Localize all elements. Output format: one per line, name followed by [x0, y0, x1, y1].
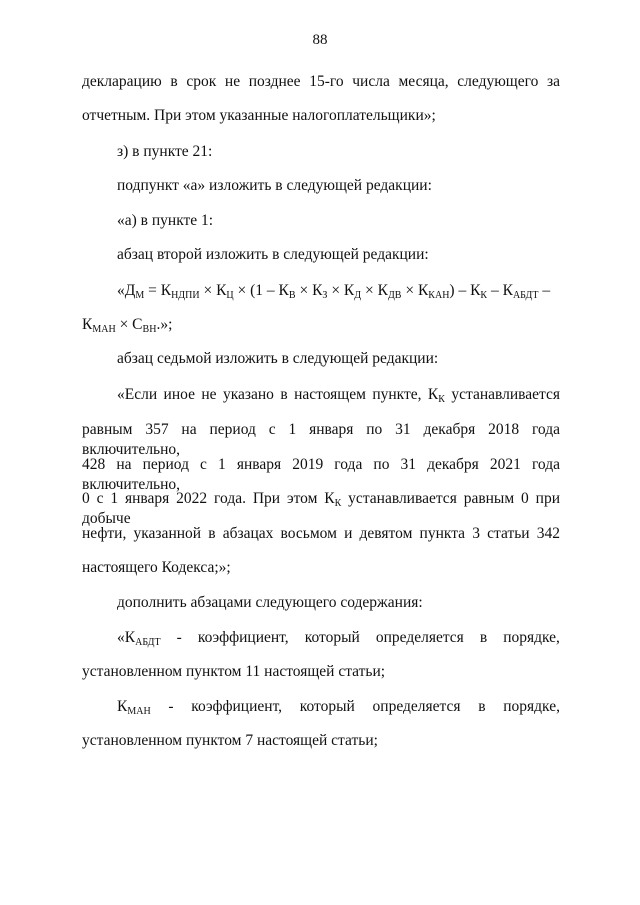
text-line: «Если иное не указано в настоящем пункте, $К_К$ устанавливается: [117, 386, 560, 405]
text-line: нефти, указанной в абзацах восьмом и девятом пункта 3 статьи 342: [82, 525, 560, 542]
formula-line-2: $К_{МАН} \times С_{ВН}$.»;: [82, 316, 173, 335]
definition-kman: $К_{МАН}$ - коэффициент, который определяется в порядке,: [117, 698, 560, 717]
text-line: равным 357 на период с 1 января по 31 декабря 2018 года включительно,: [82, 421, 560, 458]
text-line: абзац седьмой изложить в следующей редакции:: [117, 350, 439, 367]
text-line: отчетным. При этом указанные налогоплательщики»;: [82, 107, 436, 124]
text-line: абзац второй изложить в следующей редакции:: [117, 246, 429, 263]
text-line: настоящего Кодекса;»;: [82, 559, 231, 576]
text-line: подпункт «а» изложить в следующей редакции:: [117, 177, 432, 194]
text-line: з) в пункте 21:: [117, 143, 213, 160]
text-line: 0 с 1 января 2022 года. При этом $К_К$ устанавливается равным 0 при добыче: [82, 490, 560, 527]
text-line: 428 на период с 1 января 2019 года по 31 декабря 2021 года включительно,: [82, 456, 560, 493]
page-number: 88: [312, 32, 328, 48]
definition-kabdt: «$К_{АБДТ}$ - коэффициент, который определяется в порядке,: [117, 629, 560, 648]
formula-line-1: «$Д_М = К_{НДПИ} \times К_Ц \times (1 - К_В \times К_З \times К_Д \times К_{ДВ} \times К_{КАН}) - К_К - К_{АБДТ}$ –: [117, 282, 551, 301]
text-line: установленном пунктом 7 настоящей статьи;: [82, 732, 378, 749]
text-line: «а) в пункте 1:: [117, 212, 214, 229]
text-line: установленном пунктом 11 настоящей статьи;: [82, 663, 386, 680]
text-line: дополнить абзацами следующего содержания:: [117, 594, 423, 611]
text-line: декларацию в срок не позднее 15-го числа месяца, следующего за: [82, 73, 560, 90]
